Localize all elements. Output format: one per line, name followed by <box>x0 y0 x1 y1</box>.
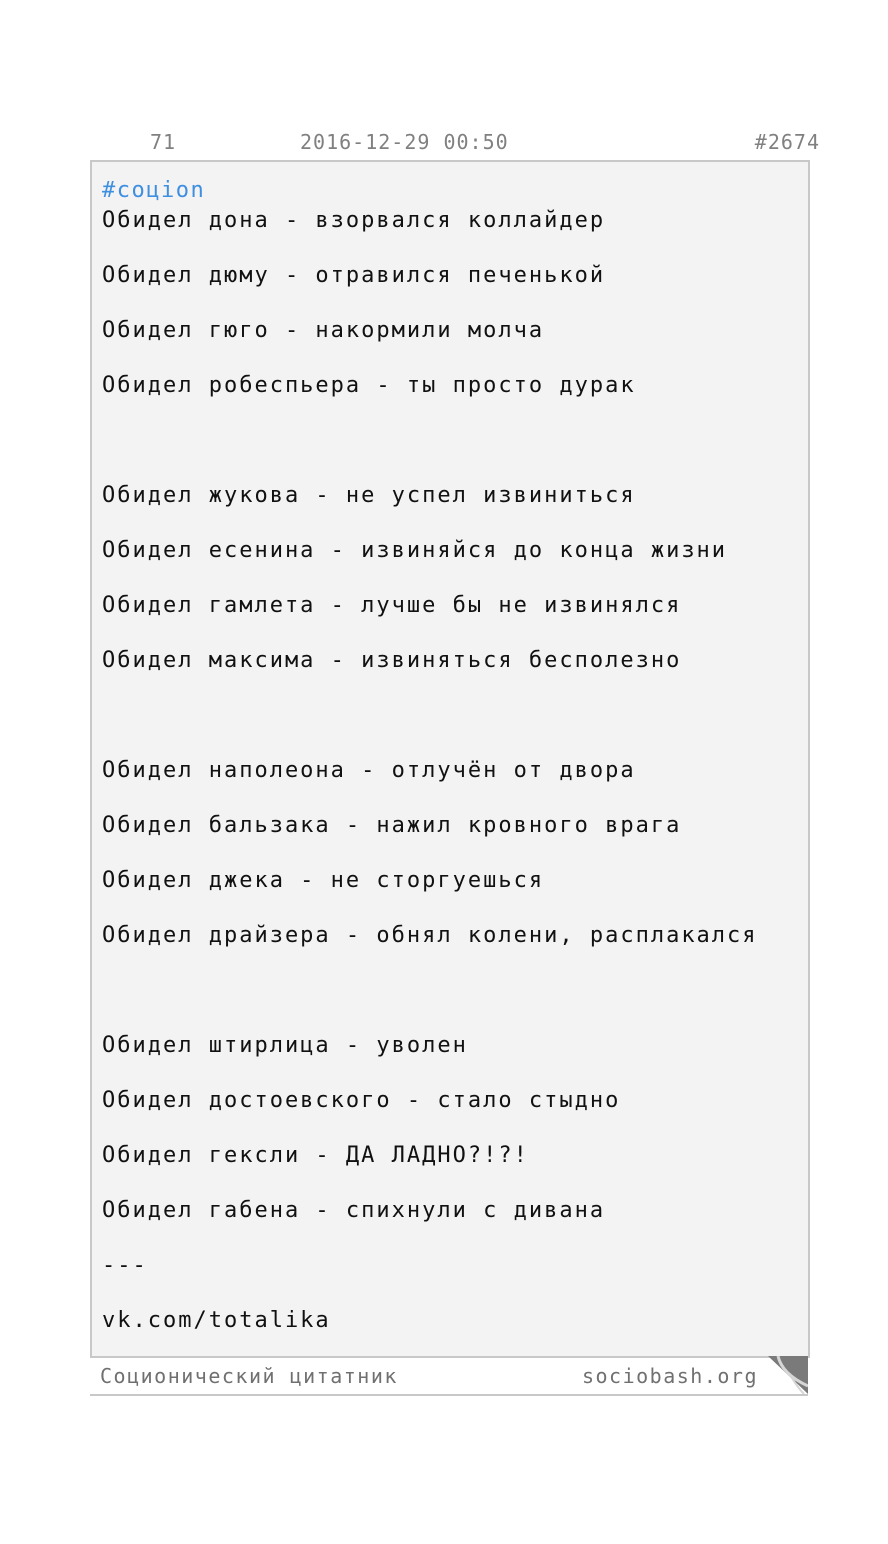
quote-rating: 71 <box>150 130 177 154</box>
quote-line <box>102 701 758 756</box>
quote-line: Обидел наполеона - отлучён от двора <box>102 758 636 783</box>
quote-line: Обидел гексли - ДА ЛАДНО?!?! <box>102 1143 529 1168</box>
quote-line: Обидел достоевского - стало стыдно <box>102 1088 621 1113</box>
quote-line: Обидел жукова - не успел извиниться <box>102 483 636 508</box>
quote-line: Обидел гамлета - лучше бы не извинялся <box>102 593 682 618</box>
quote-line: vk.com/totalika <box>102 1308 331 1333</box>
quote-number[interactable]: #2674 <box>754 130 820 154</box>
quote-text <box>102 206 758 1361</box>
quote-line: Обидел дона - взорвался коллайдер <box>102 208 606 233</box>
quote-line: Обидел дюму - отравился печенькой <box>102 263 606 288</box>
quote-line: Обидел робеспьера - ты просто дурак <box>102 373 636 398</box>
quote-line: Обидел есенина - извиняйся до конца жизни <box>102 538 728 563</box>
quote-line: Обидел джека - не сторгуешься <box>102 868 545 893</box>
quote-line: Обидел габена - спихнули с дивана <box>102 1198 606 1223</box>
quote-line <box>102 976 758 1031</box>
quote-footer <box>90 1356 808 1396</box>
quote-line: Обидел максима - извиняться бесполезно <box>102 648 682 673</box>
quote-box <box>90 160 810 1358</box>
quote-line <box>102 426 758 481</box>
quote-line: Обидел драйзера - обнял колени, расплакался <box>102 923 758 948</box>
footer-brand: Соционический цитатник <box>100 1364 398 1388</box>
quote-line: Обидел штирлица - уволен <box>102 1033 468 1058</box>
quote-line: --- <box>102 1253 148 1278</box>
footer-site-link[interactable]: sociobash.org <box>581 1364 758 1388</box>
quote-meta <box>0 128 888 156</box>
quote-line: Обидел гюго - накормили молча <box>102 318 545 343</box>
quote-tag[interactable]: #соцion <box>102 178 206 203</box>
page-curl-icon <box>768 1356 808 1394</box>
quote-date: 2016-12-29 00:50 <box>300 130 509 154</box>
quote-line: Обидел бальзака - нажил кровного врага <box>102 813 682 838</box>
